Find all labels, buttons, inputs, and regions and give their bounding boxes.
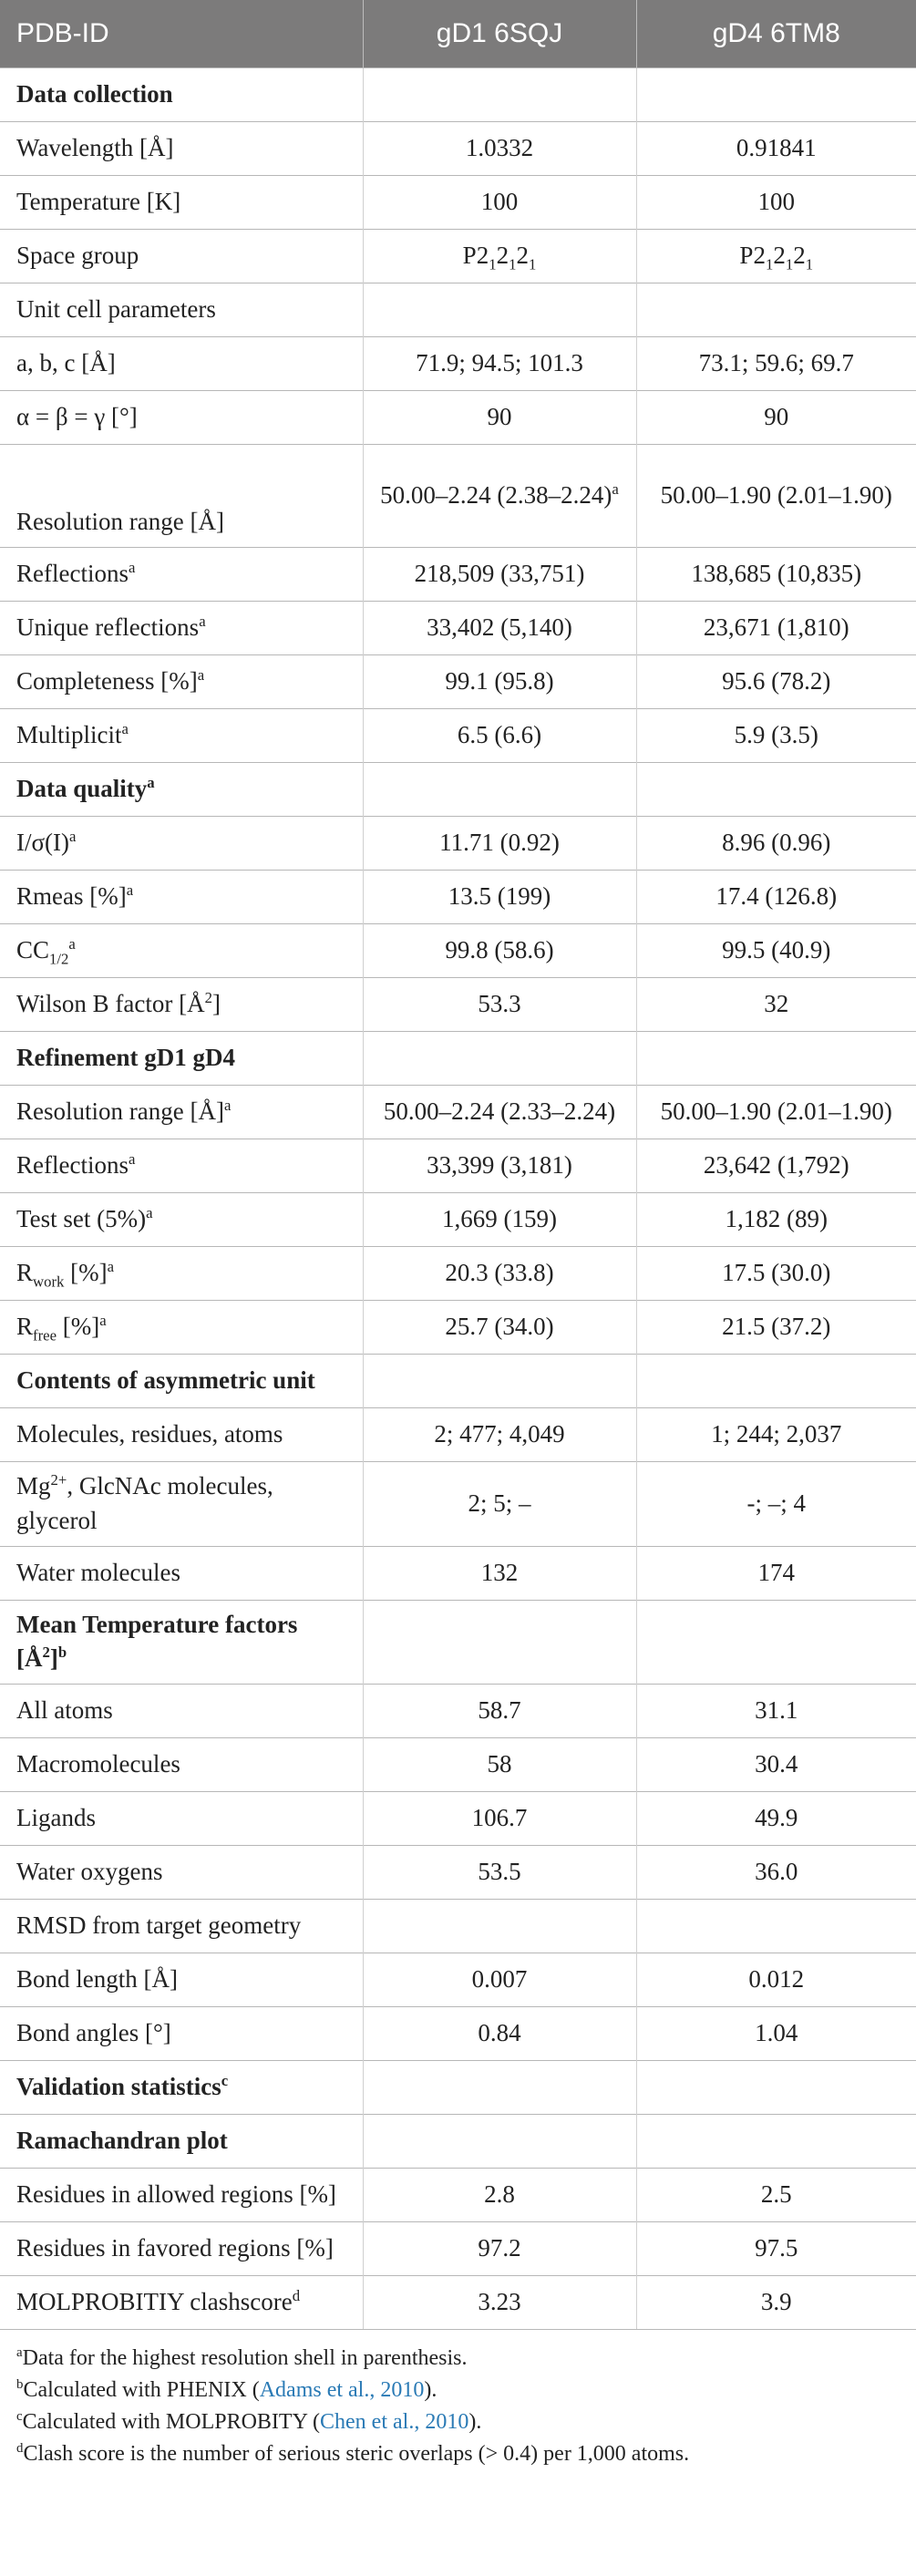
gd4-value	[636, 1900, 916, 1953]
gd1-value: 106.7	[363, 1792, 636, 1846]
gd1-value: 132	[363, 1546, 636, 1600]
section-row	[0, 1355, 916, 1408]
row-label: Ligands	[0, 1792, 363, 1846]
gd1-value: 100	[363, 176, 636, 230]
gd4-value: 21.5 (37.2)	[636, 1301, 916, 1355]
table-row	[0, 176, 916, 230]
gd1-value: 99.8 (58.6)	[363, 924, 636, 978]
table-row	[0, 230, 916, 283]
gd4-value	[636, 68, 916, 122]
gd4-value: 50.00–1.90 (2.01–1.90)	[636, 445, 916, 548]
gd4-value: 1.04	[636, 2007, 916, 2061]
footnote-d: $^d$Clash score is the number of serious steric overlaps (> 0.4) per 1,000 atoms.	[16, 2440, 690, 2466]
gd4-value: 23,671 (1,810)	[636, 602, 916, 655]
row-label: Completeness [%]$^a$	[0, 655, 363, 709]
header-gd4: gD4 6TM8	[636, 0, 916, 68]
gd4-value: 174	[636, 1546, 916, 1600]
row-label: Unit cell parameters	[0, 283, 363, 337]
gd1-value	[363, 2061, 636, 2115]
row-label: All atoms	[0, 1685, 363, 1738]
gd4-value: 90	[636, 391, 916, 445]
gd4-value: 0.91841	[636, 122, 916, 176]
gd4-value: 50.00–1.90 (2.01–1.90)	[636, 1086, 916, 1139]
gd4-value	[636, 2061, 916, 2115]
row-label: $R_{free}$ [%]$^a$	[0, 1301, 363, 1355]
gd4-value: 73.1; 59.6; 69.7	[636, 337, 916, 391]
gd1-value: 58.7	[363, 1685, 636, 1738]
table-row	[0, 1408, 916, 1462]
table-row	[0, 391, 916, 445]
gd4-value: 2.5	[636, 2169, 916, 2222]
row-label: Bond angles [°]	[0, 2007, 363, 2061]
gd4-value: 17.4 (126.8)	[636, 871, 916, 924]
row-label: Temperature [K]	[0, 176, 363, 230]
row-label: Multiplicit$^a$	[0, 709, 363, 763]
row-label: RMSD from target geometry	[0, 1900, 363, 1953]
gd1-value	[363, 283, 636, 337]
gd1-value: 218,509 (33,751)	[363, 548, 636, 602]
footnote-c: $^c$Calculated with MOLPROBITY (Chen et al., 2010).	[16, 2408, 482, 2434]
gd1-value: 50.00–2.24 (2.33–2.24)	[363, 1086, 636, 1139]
gd1-value: 20.3 (33.8)	[363, 1247, 636, 1301]
table-row	[0, 1953, 916, 2007]
row-label: Data collection	[0, 68, 363, 122]
row-label: Reflections$^a$	[0, 548, 363, 602]
table-row	[0, 1792, 916, 1846]
footnotes	[0, 2330, 916, 2469]
row-label: Rmeas [%]$^a$	[0, 871, 363, 924]
gd4-value	[636, 1355, 916, 1408]
row-label: Molecules, residues, atoms	[0, 1408, 363, 1462]
gd4-value	[636, 1600, 916, 1685]
gd1-value: $P2_12_12_1$	[363, 230, 636, 283]
gd4-value: 95.6 (78.2)	[636, 655, 916, 709]
gd1-value: 99.1 (95.8)	[363, 655, 636, 709]
row-label: Residues in favored regions [%]	[0, 2222, 363, 2276]
gd4-value: 1,182 (89)	[636, 1193, 916, 1247]
reference-link-adams[interactable]: Adams et al., 2010	[259, 2377, 425, 2402]
gd1-value: 58	[363, 1738, 636, 1792]
row-label: a, b, c [Å]	[0, 337, 363, 391]
row-label: Bond length [Å]	[0, 1953, 363, 2007]
gd4-value: 8.96 (0.96)	[636, 817, 916, 871]
row-label: MOLPROBITIY clashscore$^d$	[0, 2276, 363, 2330]
gd4-value: 31.1	[636, 1685, 916, 1738]
table-row	[0, 2169, 916, 2222]
table-row	[0, 1546, 916, 1600]
table-row	[0, 978, 916, 1032]
gd4-value: 17.5 (30.0)	[636, 1247, 916, 1301]
gd1-value: 53.3	[363, 978, 636, 1032]
table-row	[0, 1139, 916, 1193]
table-row	[0, 548, 916, 602]
gd1-value: 1.0332	[363, 122, 636, 176]
row-label: Test set $(5\%)^a$	[0, 1193, 363, 1247]
table-row	[0, 1685, 916, 1738]
row-label: Resolution range [Å]$^a$	[0, 1086, 363, 1139]
gd4-value: 32	[636, 978, 916, 1032]
section-row	[0, 2061, 916, 2115]
table-row	[0, 2222, 916, 2276]
header-pdb-id: PDB-ID	[0, 0, 363, 68]
gd1-value: 0.84	[363, 2007, 636, 2061]
gd1-value: 97.2	[363, 2222, 636, 2276]
gd4-value: 99.5 (40.9)	[636, 924, 916, 978]
footnote-a: $^a$Data for the highest resolution shell in parenthesis.	[16, 2345, 468, 2371]
row-label: $Mg^{2+}$, GlcNAc molecules, glycerol	[0, 1462, 363, 1547]
gd1-value: 11.71 (0.92)	[363, 817, 636, 871]
row-label: Contents of asymmetric unit	[0, 1355, 363, 1408]
table-row	[0, 602, 916, 655]
gd4-value	[636, 763, 916, 817]
gd4-value: 30.4	[636, 1738, 916, 1792]
gd4-value: 3.9	[636, 2276, 916, 2330]
table-row	[0, 655, 916, 709]
gd1-value	[363, 763, 636, 817]
section-row	[0, 763, 916, 817]
section-row	[0, 68, 916, 122]
table-row	[0, 1462, 916, 1547]
row-label: Macromolecules	[0, 1738, 363, 1792]
table-row	[0, 337, 916, 391]
gd4-value: 23,642 (1,792)	[636, 1139, 916, 1193]
table-row	[0, 1738, 916, 1792]
gd1-value	[363, 1900, 636, 1953]
gd4-value: -; –; 4	[636, 1462, 916, 1547]
section-row	[0, 1600, 916, 1685]
gd4-value: 49.9	[636, 1792, 916, 1846]
gd4-value: 100	[636, 176, 916, 230]
section-row	[0, 2115, 916, 2169]
table-row	[0, 445, 916, 548]
table-header	[0, 0, 916, 68]
gd1-value: 33,402 (5,140)	[363, 602, 636, 655]
row-label: $I/\sigma(I)^a$	[0, 817, 363, 871]
gd1-value: 2; 5; –	[363, 1462, 636, 1547]
section-row	[0, 1032, 916, 1086]
table-row	[0, 283, 916, 337]
header-gd1: gD1 6SQJ	[363, 0, 636, 68]
table-row	[0, 2276, 916, 2330]
gd1-value	[363, 1355, 636, 1408]
row-label: Unique reflections$^a$	[0, 602, 363, 655]
row-label: Water oxygens	[0, 1846, 363, 1900]
table-body	[0, 68, 916, 2330]
table-row	[0, 924, 916, 978]
table-row	[0, 1193, 916, 1247]
table-row	[0, 2007, 916, 2061]
gd1-value: 13.5 (199)	[363, 871, 636, 924]
row-label: Space group	[0, 230, 363, 283]
gd1-value: 6.5 (6.6)	[363, 709, 636, 763]
gd1-value: 1,669 (159)	[363, 1193, 636, 1247]
table-row	[0, 122, 916, 176]
gd1-value: 3.23	[363, 2276, 636, 2330]
row-label: Wilson B factor $[Å^2]$	[0, 978, 363, 1032]
row-label: Residues in allowed regions [%]	[0, 2169, 363, 2222]
gd4-value: 0.012	[636, 1953, 916, 2007]
gd1-value: 2.8	[363, 2169, 636, 2222]
row-label: α = β = γ [°]	[0, 391, 363, 445]
gd1-value: 2; 477; 4,049	[363, 1408, 636, 1462]
row-label: Wavelength [Å]	[0, 122, 363, 176]
table-row	[0, 817, 916, 871]
table-row	[0, 1900, 916, 1953]
gd4-value: 138,685 (10,835)	[636, 548, 916, 602]
table-row	[0, 1086, 916, 1139]
table-row	[0, 1846, 916, 1900]
footnote-b: $^b$Calculated with PHENIX (Adams et al., 2010).	[16, 2376, 437, 2402]
table-row	[0, 871, 916, 924]
gd4-value	[636, 1032, 916, 1086]
gd4-value: 36.0	[636, 1846, 916, 1900]
gd4-value	[636, 283, 916, 337]
row-label: Ramachandran plot	[0, 2115, 363, 2169]
row-label: Reflections$^a$	[0, 1139, 363, 1193]
gd1-value	[363, 1600, 636, 1685]
gd4-value: 5.9 (3.5)	[636, 709, 916, 763]
gd1-value	[363, 68, 636, 122]
gd1-value	[363, 1032, 636, 1086]
reference-link-chen[interactable]: Chen et al., 2010	[320, 2409, 469, 2434]
row-label: Resolution range [Å]	[0, 445, 363, 548]
row-label: $R_{work}$ [%]$^a$	[0, 1247, 363, 1301]
gd1-value: 25.7 (34.0)	[363, 1301, 636, 1355]
gd1-value: 90	[363, 391, 636, 445]
row-label: Water molecules	[0, 1546, 363, 1600]
row-label: Validation statistics$^c$	[0, 2061, 363, 2115]
gd4-value	[636, 2115, 916, 2169]
gd1-value: 50.00–2.24 $(2.38-2.24)^a$	[363, 445, 636, 548]
gd4-value: 97.5	[636, 2222, 916, 2276]
row-label: Refinement gD1 gD4	[0, 1032, 363, 1086]
table-row	[0, 1247, 916, 1301]
table-row	[0, 709, 916, 763]
gd1-value: 53.5	[363, 1846, 636, 1900]
gd4-value: $P2_12_12_1$	[636, 230, 916, 283]
row-label: Mean Temperature factors $[Å^2]^b$	[0, 1600, 363, 1685]
table-row	[0, 1301, 916, 1355]
gd1-value	[363, 2115, 636, 2169]
gd1-value: 33,399 (3,181)	[363, 1139, 636, 1193]
row-label: Data quality$^a$	[0, 763, 363, 817]
gd1-value: 71.9; 94.5; 101.3	[363, 337, 636, 391]
gd4-value: 1; 244; 2,037	[636, 1408, 916, 1462]
gd1-value: 0.007	[363, 1953, 636, 2007]
row-label: $CC_{1/2}^a$	[0, 924, 363, 978]
